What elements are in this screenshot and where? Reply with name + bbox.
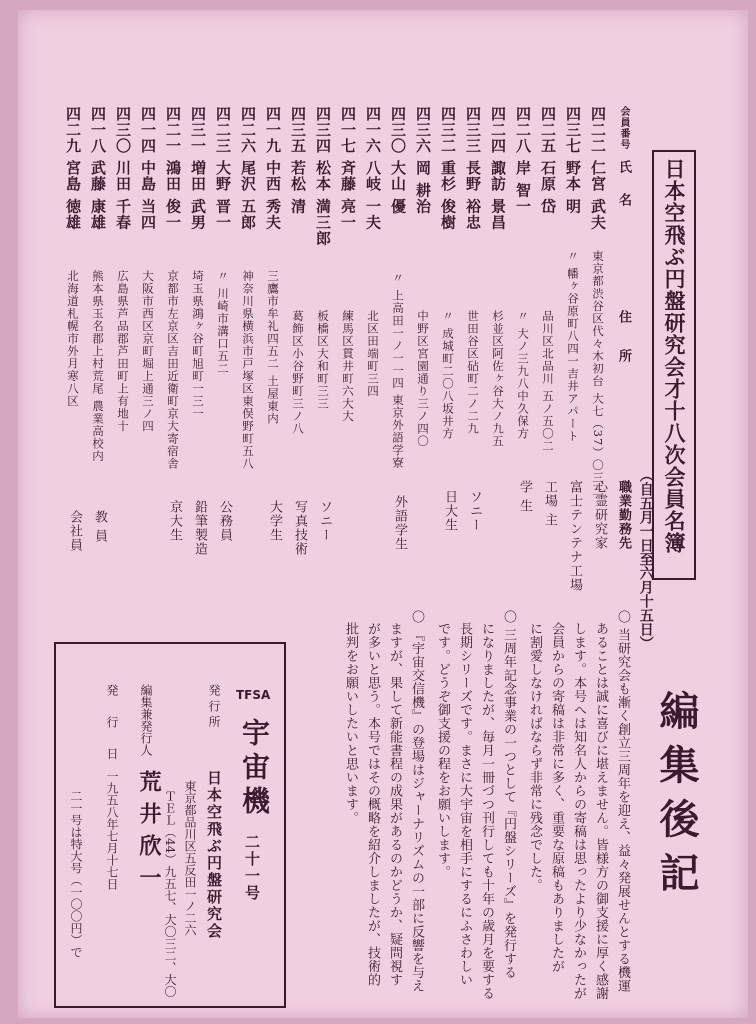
row-occupation: 鉛筆製造 <box>192 500 207 556</box>
note-line: ますが、果して新能書程の成果があるのかどうか、疑問視す <box>387 622 402 987</box>
row-occupation: 富士テンテナ工場 <box>567 480 582 592</box>
roster-title-box <box>652 150 696 580</box>
row-address: 品川区北品川 五ノ五〇二 <box>541 310 555 453</box>
note-line: 〇 『宇宙交信機』の登場はジャーナリズムの一部に反響を与え <box>409 610 424 993</box>
issue-date-label: 発 行 日 <box>105 684 119 768</box>
row-member-no: 四二二 <box>589 106 607 154</box>
row-name: 川田 千春 <box>114 160 132 231</box>
row-name: 岸 智一 <box>514 160 532 215</box>
row-member-no: 四二九 <box>64 106 82 154</box>
row-name: 大山 優 <box>389 160 407 215</box>
header-member-no: 会員番号 <box>618 106 629 150</box>
row-address: 広島県芦品郡芦田町上有地十 <box>116 270 130 433</box>
row-address: 東京都渋谷区代々木初台 大七（37）〇三三 <box>591 250 605 497</box>
issue-date: 一九五八年七月十七日 <box>105 770 119 890</box>
row-name: 重杉 俊樹 <box>439 160 457 231</box>
row-address: 京都市左京区吉田近衛町京大寄宿舎 <box>166 270 180 470</box>
row-address: 神奈川県横浜市戸塚区東俣野町五八 <box>241 270 255 470</box>
row-name: 尾沢 五郎 <box>239 160 257 231</box>
roster-period: （自五月一日至六月十五日） <box>637 468 654 650</box>
header-address: 住所 <box>616 310 631 388</box>
row-address: 中野区宮園通り三ノ四〇 <box>416 310 430 448</box>
row-name: 松本 満三郎 <box>314 160 332 247</box>
note-line: あることは誠に喜びに堪えません。皆様方の御支援に厚く感謝 <box>593 622 608 1000</box>
issue-number: 二十一号 <box>243 834 261 902</box>
row-name: 若松 清 <box>289 160 307 215</box>
row-address: 〃 大ノ三九八中久保方 <box>516 310 530 440</box>
row-name: 八岐 一夫 <box>364 160 382 231</box>
row-member-no: 四一四 <box>139 106 157 154</box>
row-occupation: 会社員 <box>67 510 82 552</box>
publisher-tel: ＴＥＬ（44）九五七、大〇三二、大〇 <box>163 790 177 998</box>
roster-title: 日本空飛ぶ円盤研究会才十八次会員名簿 <box>662 158 687 554</box>
row-name: 岡 耕治 <box>414 160 432 215</box>
row-occupation: 外語学生 <box>392 495 407 551</box>
row-member-no: 四二六 <box>239 106 257 154</box>
note-line: です。どうぞ御支援の程をお願いします。 <box>435 622 450 879</box>
row-address: 〃 川崎市溝口五二 <box>216 270 230 375</box>
row-name: 中西 秀夫 <box>264 160 282 231</box>
note-line: 〇 三周年記念事業の一つとして『円盤シリーズ』を発行する <box>501 610 516 980</box>
row-member-no: 四三六 <box>414 106 432 154</box>
colophon-box <box>54 642 286 1008</box>
publisher-name: 日本空飛ぶ円盤研究会 <box>205 770 223 940</box>
row-occupation: ソニー <box>467 490 482 532</box>
row-member-no: 四一八 <box>89 106 107 154</box>
row-occupation: 京大生 <box>167 500 182 542</box>
row-address: 熊本県玉名郡上村荒尾 農業高校内 <box>91 270 105 463</box>
publisher-address: 東京都品川区五反田一ノ二六 <box>183 780 197 936</box>
row-name: 石原 岱 <box>539 160 557 215</box>
row-name: 長野 裕忠 <box>464 160 482 231</box>
row-address: 葛飾区小谷野町三ノ八 <box>291 310 305 435</box>
publisher-label: 発 行 所 <box>207 684 221 728</box>
row-occupation: 大学生 <box>267 500 282 542</box>
editor-name: 荒井欣一 <box>136 770 162 898</box>
note-line: 〇 当研究会も漸く創立三周年を迎え、益々発展せんとする機運 <box>615 610 630 993</box>
row-member-no: 四三〇 <box>389 106 407 154</box>
row-member-no: 四三〇 <box>114 106 132 154</box>
row-occupation: ソニー <box>317 500 332 542</box>
row-address: 埼玉県鴻ヶ谷町旭町一三一 <box>191 270 205 420</box>
row-member-no: 四一六 <box>364 106 382 154</box>
row-occupation: 教 員 <box>92 510 107 544</box>
publication-title: 宇宙機 <box>238 718 271 820</box>
header-occupation: 職業勤務先 <box>616 480 631 550</box>
row-occupation: 日大生 <box>442 490 457 532</box>
row-address: 〃 成城町二〇八坂井方 <box>441 310 455 440</box>
row-member-no: 四二一 <box>164 106 182 154</box>
row-member-no: 四二三 <box>214 106 232 154</box>
note-line: します。本号へは知名人からの寄稿は思ったより少なかったが <box>571 622 586 1000</box>
note-line: が多いと思う。本号ではその概略を紹介しましたが、技術的 <box>365 622 380 987</box>
row-address: 杉並区阿佐ヶ谷大ノ九五 <box>491 310 505 448</box>
price-note: 二一号は特大号（一〇〇円）で <box>69 790 83 958</box>
row-name: 武藤 康雄 <box>89 160 107 231</box>
row-member-no: 四三四 <box>314 106 332 154</box>
row-occupation: 公務員 <box>217 500 232 542</box>
row-member-no: 四二五 <box>539 106 557 154</box>
tfsa-badge: TFSA <box>236 688 271 702</box>
row-member-no: 四三一 <box>189 106 207 154</box>
row-name: 斉藤 亮一 <box>339 160 357 231</box>
note-line: 長期シリーズです。まさに大宇宙を相手にするにふさわしい <box>457 622 472 987</box>
row-name: 仁宮 武夫 <box>589 160 607 231</box>
note-line: 批判をお願いしたいと思います。 <box>343 622 358 825</box>
row-address: 大阪市西区京町堀上通三ノ四 <box>141 270 155 433</box>
note-line: 会員からの寄稿は非常に多く、重要な原稿もありましたが <box>549 622 564 973</box>
row-member-no: 四二八 <box>514 106 532 154</box>
row-name: 野本 明 <box>564 160 582 215</box>
document-page <box>18 10 748 1018</box>
row-member-no: 四三五 <box>289 106 307 154</box>
row-member-no: 四三三 <box>464 106 482 154</box>
row-name: 鴻田 俊一 <box>164 160 182 231</box>
row-name: 大野 晋一 <box>214 160 232 231</box>
row-address: 世田谷区砧町二ノ二九 <box>466 310 480 435</box>
header-name: 氏名 <box>616 160 631 226</box>
row-occupation: 工場 主 <box>542 480 557 528</box>
row-name: 宮島 徳雄 <box>64 160 82 231</box>
row-name: 中島 当四 <box>139 160 157 231</box>
row-address: 〃 幡ヶ谷原町八四一吉井アパート <box>566 250 580 443</box>
row-member-no: 四二四 <box>489 106 507 154</box>
row-address: 〃 上高田一ノ一一四 東京外語学寮 <box>391 272 405 469</box>
editors-note-title: 編集後記 <box>653 690 700 906</box>
row-occupation: 写真技術 <box>292 500 307 556</box>
row-address: 練馬区貫井町六大大 <box>341 310 355 423</box>
editor-label: 編集兼発行人 <box>139 684 153 756</box>
row-address: 北海道札幌市外月寒八区 <box>66 270 80 408</box>
note-line: になりましたが、毎月一冊づつ刊行しても十年の歳月を要する <box>479 622 494 1000</box>
row-member-no: 四一九 <box>264 106 282 154</box>
row-member-no: 四三七 <box>564 106 582 154</box>
row-name: 諏訪 景昌 <box>489 160 507 231</box>
row-member-no: 四三二 <box>439 106 457 154</box>
row-member-no: 四一七 <box>339 106 357 154</box>
note-line: に割愛しなければならず非常に残念でした。 <box>527 622 542 892</box>
row-name: 増田 武男 <box>189 160 207 231</box>
row-occupation: 心霊研究家 <box>592 480 607 550</box>
row-address: 北区田端町三四 <box>366 310 380 398</box>
row-address: 三鷹市牟礼四五二 土屋東内 <box>266 270 280 425</box>
row-occupation: 学 生 <box>517 480 532 514</box>
row-address: 板橋区大和町三三 <box>316 310 330 410</box>
